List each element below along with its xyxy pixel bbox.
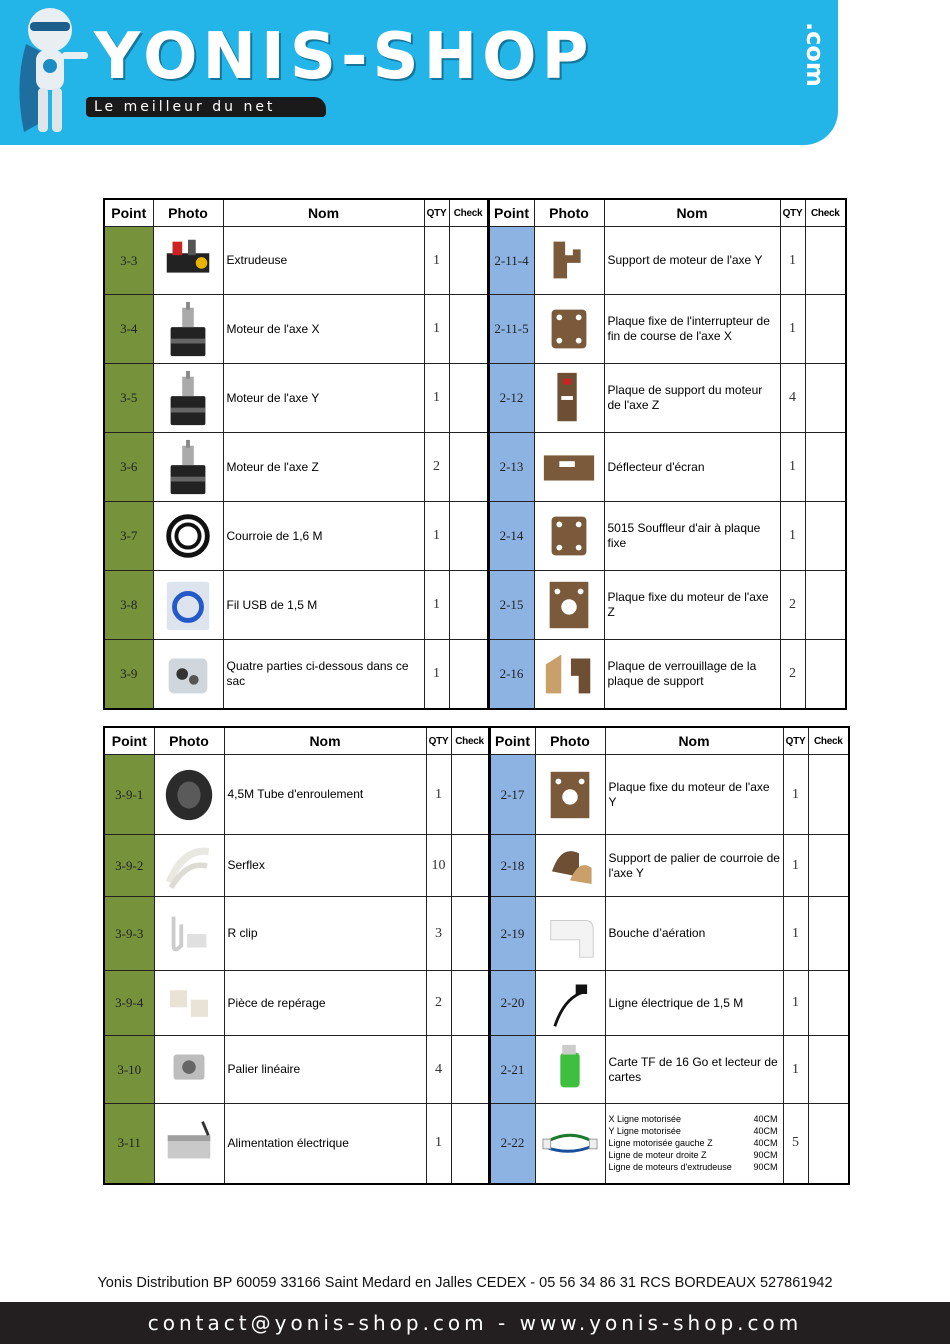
col-header-photo: Photo [534,199,604,227]
name-cell: Serflex [224,835,426,897]
point-cell: 3-10 [104,1036,154,1104]
belt-bearing-photo [541,839,599,893]
name-cell: Alimentation électrique [224,1104,426,1184]
photo-cell [534,295,604,364]
qty-cell: 1 [783,755,808,835]
col-header-point: Point [104,199,153,227]
header-row [104,199,846,227]
name-cell: Support de moteur de l'axe Y [604,227,780,295]
qty-cell: 1 [424,502,449,571]
photo-cell [534,433,604,502]
col-header-qty: QTY [780,199,805,227]
photo-cell [153,640,223,709]
qty-cell: 3 [426,897,451,971]
check-cell[interactable] [808,755,849,835]
photo-cell [153,364,223,433]
motor-plate-photo [541,765,599,825]
col-header-qty: QTY [426,727,451,755]
cable-label: Ligne de moteur droite Z [608,1150,707,1161]
name-cell: Ligne électrique de 1,5 M [605,971,783,1036]
name-cell: Pièce de repérage [224,971,426,1036]
photo-cell [153,227,223,295]
qty-cell: 1 [424,295,449,364]
cable-length: 90CM [753,1162,778,1173]
cable-length: 40CM [753,1126,778,1137]
check-cell[interactable] [451,835,489,897]
point-cell: 2-22 [489,1104,535,1184]
qty-cell: 1 [783,835,808,897]
point-cell: 3-9 [104,640,153,709]
bag-photo [159,644,217,704]
col-header-photo: Photo [154,727,224,755]
stepper-motor-photo [159,368,217,428]
table-body [104,227,846,709]
check-cell[interactable] [449,295,488,364]
point-cell: 3-8 [104,571,153,640]
power-cord-photo [541,975,599,1032]
qty-cell: 10 [426,835,451,897]
usb-cable-photo [159,575,217,635]
table-row [104,1104,849,1184]
check-cell[interactable] [808,971,849,1036]
name-cell: Bouche d’aération [605,897,783,971]
table-row [104,364,846,433]
header-banner [0,0,838,145]
brand-tagline: Le meilleur du net [86,97,326,117]
check-cell[interactable] [805,640,846,709]
check-cell[interactable] [451,1036,489,1104]
name-cell: Moteur de l'axe Y [223,364,424,433]
col-header-point: Point [104,727,154,755]
check-cell[interactable] [805,502,846,571]
photo-cell [535,971,605,1036]
name-cell: 4,5M Tube d'enroulement [224,755,426,835]
qty-cell: 1 [426,1104,451,1184]
check-cell[interactable] [451,897,489,971]
air-vent-photo [541,904,599,964]
check-cell[interactable] [805,364,846,433]
acrylic-plate-photo [540,299,598,359]
motor-cables-photo [541,1113,599,1173]
qty-cell: 4 [780,364,805,433]
photo-cell [535,835,605,897]
point-cell: 3-9-2 [104,835,154,897]
col-header-qty: QTY [424,199,449,227]
point-cell: 2-16 [488,640,534,709]
point-cell: 2-18 [489,835,535,897]
photo-cell [154,835,224,897]
cable-line [609,1137,781,1149]
col-header-qty: QTY [783,727,808,755]
name-cell: Déflecteur d'écran [604,433,780,502]
photo-cell [534,640,604,709]
point-cell: 3-6 [104,433,153,502]
point-cell: 2-11-5 [488,295,534,364]
point-cell: 2-12 [488,364,534,433]
name-cell: Plaque fixe de l'interrupteur de fin de course de l'axe X [604,295,780,364]
cable-label: Ligne motorisée gauche Z [608,1138,713,1149]
photo-cell [153,295,223,364]
cable-label: Y Ligne motorisée [608,1126,681,1137]
photo-cell [153,433,223,502]
check-cell[interactable] [805,295,846,364]
check-cell[interactable] [449,640,488,709]
qty-cell: 1 [780,502,805,571]
mount-photo [160,975,218,1032]
support-plate-photo [540,368,598,428]
table-row [104,295,846,364]
cable-label: Ligne de moteurs d'extrudeuse [608,1162,732,1173]
brand-suffix: .com [801,22,829,87]
cable-ties-photo [160,839,218,893]
name-cell: Moteur de l'axe X [223,295,424,364]
name-cell: Plaque fixe du moteur de l'axe Y [605,755,783,835]
check-cell[interactable] [805,433,846,502]
deflector-photo [540,437,598,497]
name-cell: Carte TF de 16 Go et lecteur de cartes [605,1036,783,1104]
name-cell: Extrudeuse [223,227,424,295]
check-cell[interactable] [449,227,488,295]
check-cell[interactable] [451,755,489,835]
col-header-nom: Nom [224,727,426,755]
table-row [104,971,849,1036]
qty-cell: 1 [426,755,451,835]
name-cell: Support de palier de courroie de l'axe Y [605,835,783,897]
table-header [104,199,846,227]
cable-line [609,1125,781,1137]
table-row [104,433,846,502]
point-cell: 3-11 [104,1104,154,1184]
qty-cell: 1 [783,971,808,1036]
cable-length: 90CM [753,1150,778,1161]
table-body [104,755,849,1184]
cable-length: 40CM [753,1114,778,1125]
qty-cell: 2 [426,971,451,1036]
cable-line [609,1149,781,1161]
point-cell: 3-4 [104,295,153,364]
photo-cell [535,1104,605,1184]
photo-cell [154,755,224,835]
check-cell[interactable] [808,1104,849,1184]
cable-line [609,1161,781,1173]
check-cell[interactable] [808,897,849,971]
photo-cell [153,502,223,571]
point-cell: 3-7 [104,502,153,571]
footer-bar [0,1302,950,1344]
cable-length: 40CM [753,1138,778,1149]
qty-cell: 1 [424,364,449,433]
name-cell: Courroie de 1,6 M [223,502,424,571]
qty-cell: 1 [424,571,449,640]
point-cell: 2-11-4 [488,227,534,295]
table-row [104,835,849,897]
lock-plate-photo [540,644,598,704]
header-row [104,727,849,755]
name-cell: Palier linéaire [224,1036,426,1104]
point-cell: 3-9-4 [104,971,154,1036]
name-cell: Moteur de l'axe Z [223,433,424,502]
table-row [104,755,849,835]
r-clip-photo [160,904,218,964]
table-header [104,727,849,755]
name-cell: R clip [224,897,426,971]
qty-cell: 2 [780,571,805,640]
sd-card-photo [541,1040,599,1100]
check-cell[interactable] [805,227,846,295]
qty-cell: 2 [424,433,449,502]
point-cell: 2-14 [488,502,534,571]
photo-cell [534,571,604,640]
photo-cell [154,971,224,1036]
col-header-photo: Photo [153,199,223,227]
qty-cell: 2 [780,640,805,709]
table-row [104,227,846,295]
company-address: Yonis Distribution BP 60059 33166 Saint Medard en Jalles CEDEX - 05 56 34 86 31 RCS BORDEAUX 527861942 [97,1275,833,1291]
parts-table-2 [103,726,850,1185]
col-header-check: Check [808,727,849,755]
point-cell: 2-20 [489,971,535,1036]
col-header-nom: Nom [605,727,783,755]
check-cell[interactable] [808,835,849,897]
brand-logo-text: YONIS-SHOP [94,20,594,94]
belt-photo [159,506,217,566]
name-cell: Plaque de verrouillage de la plaque de support [604,640,780,709]
photo-cell [535,755,605,835]
col-header-nom: Nom [223,199,424,227]
stepper-motor-photo [159,437,217,497]
name-cell: 5015 Souffleur d'air à plaque fixe [604,502,780,571]
photo-cell [154,1104,224,1184]
col-header-check: Check [451,727,489,755]
extruder-photo [159,231,217,291]
stepper-motor-photo [159,299,217,359]
qty-cell: 1 [783,1036,808,1104]
name-cell: Quatre parties ci-dessous dans ce sac [223,640,424,709]
point-cell: 2-19 [489,897,535,971]
motor-plate-photo [540,575,598,635]
check-cell[interactable] [449,433,488,502]
check-cell[interactable] [451,971,489,1036]
cable-list [609,1113,781,1173]
point-cell: 3-9-3 [104,897,154,971]
photo-cell [534,364,604,433]
qty-cell: 1 [780,227,805,295]
table-row [104,502,846,571]
point-cell: 3-3 [104,227,153,295]
point-cell: 2-13 [488,433,534,502]
parts-table-1 [103,198,847,710]
contact-line[interactable]: contact@yonis-shop.com - www.yonis-shop.com [147,1311,803,1335]
qty-cell: 5 [783,1104,808,1184]
qty-cell: 4 [426,1036,451,1104]
check-cell[interactable] [805,571,846,640]
photo-cell [535,897,605,971]
col-header-check: Check [805,199,846,227]
point-cell: 3-9-1 [104,755,154,835]
col-header-nom: Nom [604,199,780,227]
photo-cell [535,1036,605,1104]
table-row [104,640,846,709]
photo-cell [154,1036,224,1104]
table-row [104,1036,849,1104]
qty-cell: 1 [780,433,805,502]
bracket-photo [540,231,598,291]
qty-cell: 1 [780,295,805,364]
photo-cell [534,227,604,295]
linear-bearing-photo [160,1040,218,1100]
photo-cell [534,502,604,571]
point-cell: 3-5 [104,364,153,433]
name-cell [605,1104,783,1184]
col-header-photo: Photo [535,727,605,755]
point-cell: 2-15 [488,571,534,640]
point-cell: 2-17 [489,755,535,835]
cable-line [609,1113,781,1125]
col-header-point: Point [488,199,534,227]
photo-cell [154,897,224,971]
name-cell: Plaque fixe du moteur de l'axe Z [604,571,780,640]
table-row [104,897,849,971]
spiral-tube-photo [160,765,218,825]
photo-cell [153,571,223,640]
cable-label: X Ligne motorisée [608,1114,682,1125]
qty-cell: 1 [783,897,808,971]
mascot-logo-icon [6,4,92,142]
qty-cell: 1 [424,640,449,709]
check-cell[interactable] [808,1036,849,1104]
check-cell[interactable] [449,364,488,433]
check-cell[interactable] [449,502,488,571]
check-cell[interactable] [449,571,488,640]
power-supply-photo [160,1113,218,1173]
qty-cell: 1 [424,227,449,295]
col-header-check: Check [449,199,488,227]
col-header-point: Point [489,727,535,755]
check-cell[interactable] [451,1104,489,1184]
point-cell: 2-21 [489,1036,535,1104]
name-cell: Fil USB de 1,5 M [223,571,424,640]
acrylic-plate-photo [540,506,598,566]
table-row [104,571,846,640]
name-cell: Plaque de support du moteur de l'axe Z [604,364,780,433]
